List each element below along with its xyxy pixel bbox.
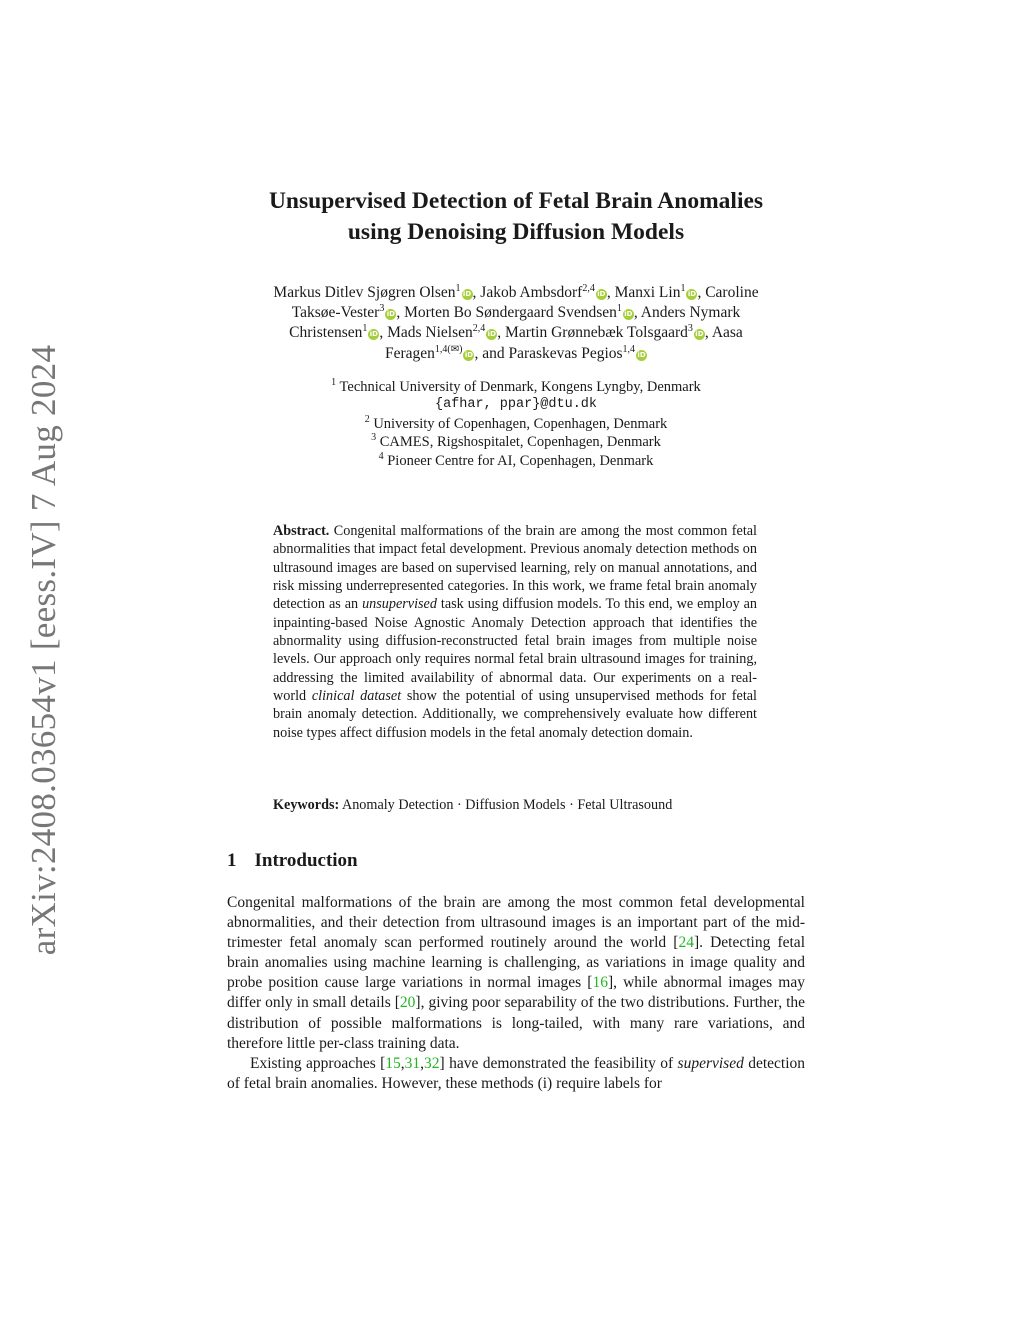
keywords-text: Anomaly Detection · Diffusion Models · Fetal Ultrasound bbox=[341, 797, 673, 813]
orcid-icon[interactable]: iD bbox=[462, 290, 472, 298]
paragraph-emphasis: supervised bbox=[677, 1054, 744, 1072]
paragraph-text: detection of fetal brain anomalies. However, these methods (i) require labels for bbox=[227, 1054, 806, 1092]
affiliation-2 bbox=[227, 415, 805, 433]
author-name: Markus Ditlev Sjøgren Olsen bbox=[273, 284, 456, 301]
author-affil-sup: 1 bbox=[616, 303, 622, 315]
affiliation-text: Technical University of Denmark, Kongens Lyngby, Denmark bbox=[339, 379, 701, 395]
keywords-label: Keywords: bbox=[273, 797, 340, 813]
author-affil-sup bbox=[435, 343, 463, 354]
author-name: Morten Bo Søndergaard Svendsen bbox=[404, 304, 617, 322]
affiliation-number: 1 bbox=[331, 377, 337, 389]
affiliation-text: Pioneer Centre for AI, Copenhagen, Denmark bbox=[387, 452, 654, 469]
orcid-icon[interactable]: iD bbox=[687, 290, 697, 298]
orcid-icon[interactable]: iD bbox=[695, 330, 704, 339]
orcid-icon[interactable]: iD bbox=[386, 310, 395, 319]
title-line-2: using Denoising Diffusion Models bbox=[347, 219, 685, 245]
paper-title bbox=[227, 186, 805, 248]
author-name-first: Anders Nymark bbox=[640, 304, 741, 322]
affiliation-1 bbox=[227, 378, 805, 396]
author-name: Paraskevas Pegios bbox=[508, 344, 623, 362]
body-text bbox=[227, 893, 805, 1094]
author-affil-sup: 1,4 bbox=[622, 343, 636, 355]
paragraph-text: ] have demonstrated the feasibility of bbox=[439, 1054, 674, 1072]
affiliation-number: 2 bbox=[364, 413, 370, 425]
citation-link[interactable]: 16 bbox=[592, 974, 608, 992]
section-title: Introduction bbox=[254, 850, 358, 871]
author-name-last: Christensen bbox=[289, 324, 363, 342]
affiliation-text: University of Copenhagen, Copenhagen, Denmark bbox=[373, 415, 668, 432]
abstract-emphasis: clinical dataset bbox=[311, 688, 402, 705]
abstract-emphasis: unsupervised bbox=[362, 596, 437, 613]
title-line-1: Unsupervised Detection of Fetal Brain Anomalies bbox=[268, 188, 764, 214]
citation-link[interactable]: 32 bbox=[424, 1054, 440, 1072]
section-heading bbox=[227, 850, 358, 872]
envelope-icon[interactable]: (✉) bbox=[447, 343, 463, 355]
author-affil-sup: 1 bbox=[680, 282, 686, 294]
author-name-first: Caroline bbox=[705, 284, 759, 301]
author-affil-sup: 2,4 bbox=[582, 282, 595, 294]
affiliations bbox=[227, 378, 805, 470]
paragraph bbox=[227, 893, 805, 1054]
author-affil-sup: 1 bbox=[362, 323, 368, 335]
affiliation-number: 3 bbox=[371, 432, 377, 444]
abstract bbox=[273, 522, 757, 742]
citation-link[interactable]: 24 bbox=[678, 934, 694, 952]
citation-link[interactable]: 31 bbox=[404, 1054, 421, 1072]
citation-link[interactable]: 20 bbox=[399, 994, 416, 1012]
author-list: Markus Ditlev Sjøgren Olsen$^1$iD, Jakob Ambsdorf$^{2,4}$iD, Manxi Lin$^1$iD, Caroline Taksøe-Vester$^3$iD, Morten Bo Søndergaard Svendsen$^1$iD, Anders Nymark Christensen$^1$iD, Mads Nielsen$^{2,4}$iD, Martin Grønnebæk Tolsgaard$^3$iD, Aasa Feragen$^{1,4(✉)}$iD, and Paraskevas Pegios$^{1,4}$iD bbox=[273, 282, 759, 362]
author-name: Martin Grønnebæk Tolsgaard bbox=[505, 324, 688, 342]
contact-email[interactable]: {afhar, ppar}@dtu.dk bbox=[434, 397, 598, 413]
orcid-icon[interactable]: iD bbox=[624, 310, 633, 319]
orcid-icon[interactable]: iD bbox=[464, 350, 474, 359]
author-name: Manxi Lin bbox=[614, 284, 681, 301]
citation-link[interactable]: 15 bbox=[385, 1054, 401, 1072]
orcid-icon[interactable]: iD bbox=[487, 330, 496, 339]
orcid-icon[interactable]: iD bbox=[369, 330, 378, 339]
section-number: 1 bbox=[227, 850, 237, 871]
author-name-last: Feragen bbox=[384, 344, 435, 362]
paragraph-text: Existing approaches [ bbox=[250, 1054, 386, 1072]
arxiv-stamp-text: arXiv:2408.03654v1 [eess.IV] 7 Aug 2024 bbox=[24, 344, 63, 956]
orcid-icon[interactable]: iD bbox=[597, 290, 606, 298]
orcid-icon[interactable]: iD bbox=[637, 350, 646, 359]
abstract-text: Congenital malformations of the brain are among the most common fetal abnormalities that impact fetal development. Previous anomaly detection methods on ultrasound images are based on supervised learning, rely on manual annotations, and risk missing underrepresented categories. In this work, we frame fetal brain anomaly detection as an bbox=[273, 523, 757, 613]
abstract-text: task using diffusion models. To this end, we employ an inpainting-based Noise Agnostic Anomaly Detection approach that identifies the abnormality using diffusion-reconstructed fetal brain images from multiple noise levels. Our approach only requires normal fetal brain ultrasound images for training, addressing the limited availability of abnormal data. Our experiments on a real-world bbox=[273, 596, 758, 705]
citation-separator: , bbox=[420, 1054, 425, 1072]
affiliation-text: CAMES, Rigshospitalet, Copenhagen, Denmark bbox=[379, 434, 661, 451]
paragraph-text: ], while abnormal images may differ only in small details [ bbox=[227, 974, 805, 1012]
paragraph-text: ], giving poor separability of the two distributions. Further, the distribution of possible malformations is long-tailed, with many rare variations, and therefore little per-class training data. bbox=[227, 994, 806, 1052]
keywords bbox=[273, 797, 757, 814]
author-affil-sup: 1 bbox=[455, 282, 461, 294]
author-affil-sup: 2,4 bbox=[472, 323, 486, 335]
arxiv-stamp bbox=[24, 344, 64, 956]
paragraph-text: Congenital malformations of the brain are among the most common fetal developmental abnormalities, and their detection from ultrasound images is an important part of the mid-trimester fetal anomaly scan performed routinely around the world [ bbox=[227, 894, 805, 952]
abstract-label: Abstract. bbox=[273, 523, 330, 539]
paragraph-text: ]. Detecting fetal brain anomalies using machine learning is challenging, as variations in image quality and probe position cause large variations in normal images [ bbox=[227, 934, 805, 992]
citation-separator: , bbox=[400, 1054, 405, 1072]
author-affil-sup: 3 bbox=[379, 303, 385, 315]
paragraph bbox=[227, 1054, 805, 1094]
author-affil-sup-num: 1,4 bbox=[434, 343, 448, 355]
affiliation-number: 4 bbox=[378, 450, 384, 462]
abstract-text: show the potential of using unsupervised methods for fetal brain anomaly detection. Additionally, we comprehensively evaluate how different noise types affect diffusion models in the fetal anomaly detection domain. bbox=[273, 688, 758, 741]
author-name: Mads Nielsen bbox=[387, 324, 473, 342]
author-name: Jakob Ambsdorf bbox=[480, 284, 583, 301]
affiliation-4 bbox=[227, 452, 805, 470]
author-affil-sup: 3 bbox=[687, 323, 693, 335]
and-word: and bbox=[482, 344, 505, 362]
author-name-first: Aasa bbox=[711, 324, 743, 342]
author-name-last: Taksøe-Vester bbox=[291, 304, 380, 322]
affiliation-3 bbox=[227, 433, 805, 451]
